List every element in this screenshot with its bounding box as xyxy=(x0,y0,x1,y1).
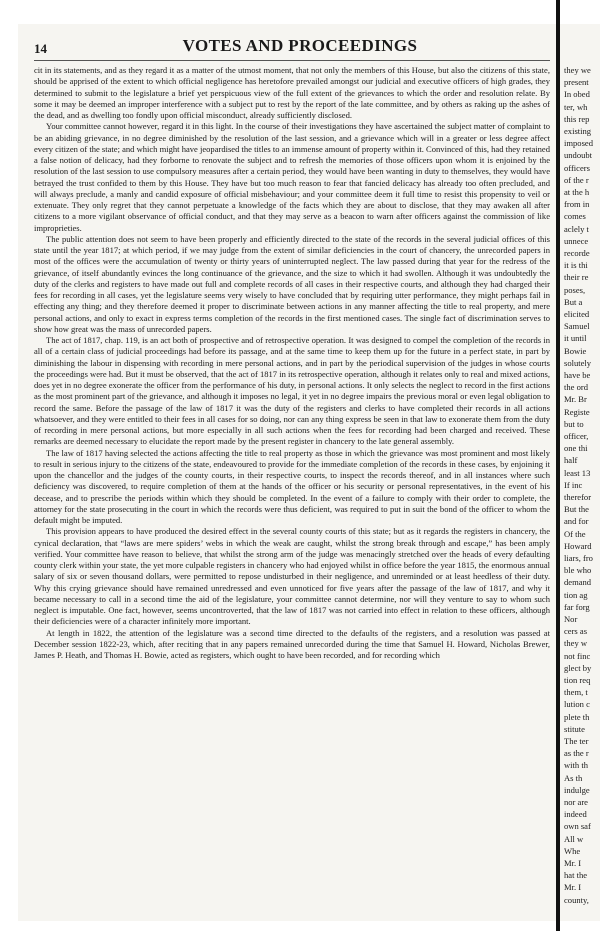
adjacent-page-fragment: demand xyxy=(564,577,592,588)
adjacent-page-fragment: existing xyxy=(564,126,592,136)
adjacent-page-fragment: lution c xyxy=(564,699,590,710)
adjacent-page-fragment: solutely xyxy=(564,357,592,368)
adjacent-page-fragment: one thi xyxy=(564,443,588,454)
adjacent-page-fragment: and for xyxy=(564,516,589,527)
adjacent-page-fragment: half xyxy=(564,455,578,466)
adjacent-page-fragment: at the h xyxy=(564,187,590,197)
adjacent-page-fragment: comes xyxy=(564,211,586,222)
adjacent-page-fragment: The ter xyxy=(564,736,589,746)
adjacent-page-fragment: as the r xyxy=(564,748,589,759)
adjacent-page-fragment: But the xyxy=(564,504,589,515)
adjacent-page-fragment: Howard xyxy=(564,540,592,551)
paragraph: At length in 1822, the attention of the legislature was a second time directed to the defaults of the registers, and a resolution was passed at December session 1822-23, which, after reciting that in any papers remained unrecorded during the time that Samuel H. Howard, Nicholas Brewer, James P. Heath, and Thomas H. Bowie, acted as registers, which ought to have been recorded, and for recording which xyxy=(34,627,550,660)
adjacent-page-fragment: indulge xyxy=(564,784,590,795)
adjacent-page-fragment: Nor xyxy=(564,614,578,624)
adjacent-page-fragment: indeed xyxy=(564,809,587,820)
paragraph: This provision appears to have produced the desired effect in the several county courts of this state; but as it regards the registers in chancery, the cynical declaration, that “laws are mere spiders’ webs in which the weak are caught, whilst the strong break through and escape,” has been amply verified. Your committee have reason to believe, that whilst the strong arm of the judge was menacingly stretched over the heads of every defaulting county clerk within your state, the yet more culpable registers in chancery who had enjoyed whilst in office before the year 1815, the enormous annual salary of six or seven thousand dollars, were permitted to repose undisturbed in their negligence, and unreminded or at least heedless of their duty. Why this crying grievance should have remained unredressed and even unnoticed for five years after the passage of the law of 1817, and why it became necessary to call in a second time the aid of the legislature, your committee cannot determine, nor will they venture to say to whom such neglect is imputable. One fact, however, seems uncontroverted, that the law of 1817 was not carried into effect in relation to these officers, although their deficiencies were of a character infinitely more important. xyxy=(34,526,550,627)
adjacent-page-fragment: As th xyxy=(564,772,583,783)
adjacent-page-fragment: Mr. I xyxy=(564,882,582,893)
adjacent-page-fragment: stitute xyxy=(564,723,585,734)
adjacent-page-fragment: Samuel xyxy=(564,321,590,332)
paragraph: cit in its statements, and as they regard it as a matter of the utmost moment, that not only the members of this House, but also the citizens of this state, should be apprised of the extent to which official negligence has heretofore prevailed amongst our judicial and executive officers of high grades, they determined to submit to the legislature a brief yet perspicuous view of the full extent of the grievances to which the order and resolution relate. By some it may be deemed an improper interference with a subject put to rest by the report of the late committee, and by others as raking up the ashes of the dead, and as dwelling too fondly upon official misconduct, already sufficiently disclosed. xyxy=(34,65,550,120)
adjacent-page-fragment: Mr. Br xyxy=(564,394,587,405)
adjacent-page-fragment: they we xyxy=(564,65,591,75)
adjacent-page-fragment: All w xyxy=(564,833,584,844)
adjacent-page-fragment: tion ag xyxy=(564,589,588,600)
adjacent-page-fragment: not finc xyxy=(564,650,591,661)
adjacent-page-fragment: present xyxy=(564,77,589,88)
adjacent-page-fragment: own saf xyxy=(564,821,591,832)
adjacent-page-fragment: poses, xyxy=(564,284,586,295)
adjacent-page-fragment: But a xyxy=(564,296,583,307)
adjacent-page-fragment: undoubt xyxy=(564,150,593,161)
adjacent-page-fragment: far forg xyxy=(564,601,590,612)
adjacent-page-fragment: officers xyxy=(564,162,590,173)
adjacent-page-fragment: tion req xyxy=(564,675,591,685)
adjacent-page-fragment: Mr. I xyxy=(564,858,582,868)
adjacent-page-fragment: this rep xyxy=(564,113,590,124)
adjacent-page-fragment: county, xyxy=(564,894,589,905)
adjacent-page-fragment: hat the xyxy=(564,870,588,881)
adjacent-page-fragment: least 13 xyxy=(564,467,591,478)
adjacent-page-fragment: cers as xyxy=(564,626,588,637)
adjacent-page-fragment: Whe xyxy=(564,845,581,856)
paragraph: Your committee cannot however, regard it in this light. In the course of their investigations they have ascertained the subject matter of complaint to be an abiding grievance, in no degree diminished by the resolution of the last session, and a grievance which will in a greater or less degree affect every citizen of the state; and which might have jeopardised the titles to an immense amount of property within it. Convinced of this, had they retained a false notion of delicacy, had they forborne to renovate the subject and to refresh the memories of those officers upon whom it is enjoined by the resolution of the last session to use compulsory measures after a certain period, they would have been wanting in duty to themselves, they would have betrayed the trust confided to them by this House. They have but too much reason to fear that fancied delicacy has already too often precluded, and will always preclude, a manly and candid exposure of official misbehaviour; and your committee deem it full time to resist this propensity to veil or extenuate. They only regret that they cannot perpetuate a knowledge of the facts which they are about to disclose, that they may awaken all after citizens to a more vigilant observance of official conduct, and that they may serve as a beacon to warn after officers against the commission of like improprieties. xyxy=(34,121,550,233)
adjacent-page-fragment: have be xyxy=(564,370,591,380)
adjacent-page-fragment: ble who xyxy=(564,565,592,576)
adjacent-page-fragment: glect by xyxy=(564,662,592,673)
adjacent-page-fragment: their re xyxy=(564,272,589,283)
adjacent-page-fragment: ter, wh xyxy=(564,101,588,112)
page-number: 14 xyxy=(34,41,47,56)
body-text xyxy=(34,65,550,661)
adjacent-page-fragment: of the r xyxy=(564,174,589,185)
adjacent-page-fragment: imposed xyxy=(564,138,593,149)
adjacent-page-fragment: plete th xyxy=(564,711,590,722)
adjacent-page-fragment: liars, fro xyxy=(564,553,593,563)
adjacent-page-fragment: Registe xyxy=(564,406,590,417)
adjacent-page-fragment: nor are xyxy=(564,797,588,807)
adjacent-page-fragment: but to xyxy=(564,418,584,429)
adjacent-page-fragment: it until xyxy=(564,333,587,344)
adjacent-page-fragment: aclely t xyxy=(564,223,589,234)
adjacent-page-fragment: In obed xyxy=(564,89,590,100)
adjacent-page-fragment: recorde xyxy=(564,248,590,258)
adjacent-page-fragment: they w xyxy=(564,638,588,649)
header-rule xyxy=(34,60,550,61)
paragraph: The law of 1817 having selected the actions affecting the title to real property as those in which the grievance was most prominent and most likely to result in serious injury to the citizens of the state, endeavoured to provide for the immediate completion of the records in these cases, by enjoining it upon the chancellor and the judges of the county courts, in their respective courts, to inspect the records thereof, and in all instances where such deficiency was discovered, to require completion of them at the hands of the officer or his security or personal representatives, in the event of his decease, and to prescribe the periods within which they should be completed. In the event of a failure to comply with their order to complete, the attorney for the state prosecuting in the court in which the records were thus deficient, was required to put in suit the bond of the officer to whom the default might be imputed. xyxy=(34,447,550,525)
adjacent-page-fragment: from in xyxy=(564,199,590,210)
paragraph: The act of 1817, chap. 119, is an act both of prospective and of retrospective operation. It was designed to compel the completion of the records in all of a certain class of judicial proceedings had before its passage, and at the same time to keep them up for the future in a perfect state, in part by diminishing the labour in dispensing with recording in mere personal actions, and in part by the periodical supervision of the judges in whose courts the proceedings were had. But it must be observed, that the act of 1817 in its retrospective operation, although it relates only to real and mixed actions, does yet in no degree exonerate the officer from the performance of his duty, in personal actions. It only selects the neglect to record in the first actions as the most prominent part of the grievance, and although it imposes no legal, it yet in no degree impairs the previous moral or even legal obligation to record the same. Before the passage of the law of 1817 it was the duty of the registers and clerks to have completed their records in all actions whatsoever, and they were entitled to their fees in all cases for so doing, nor can any thing express be seen in that law to exonerate them from the duty of recording in mere personal actions, but more especially in all such actions when the fees for recording had been charged and received. These remarks are deemed necessary to elucidate the report made by the present register in chancery to the late general assembly. xyxy=(34,335,550,447)
adjacent-page-fragment: Bowie xyxy=(564,345,587,356)
adjacent-page-fragment: it is thi xyxy=(564,260,588,271)
adjacent-page-edge xyxy=(560,24,600,921)
running-head: VOTES AND PROCEEDINGS xyxy=(182,36,418,55)
adjacent-page-fragment: the ord xyxy=(564,382,588,393)
adjacent-page-fragment: them, t xyxy=(564,687,588,698)
paragraph: The public attention does not seem to have been properly and efficiently directed to the state of the records in the several judicial offices of this state until the year 1817; at which period, if we may judge from the extent of similar deficiencies in the court of chancery, the unrecorded papers in most of the offices were the accumulation of twenty or thirty years of uninterrupted neglect. The law passed during that year for the redress of the grievance, of itself abundantly evinces the long continuance of the grievance, and the size to which it had swollen. Although it was undoubtedly the duty of the clerks and registers to have made out full and complete records of all cases in their respective courts, and although they had charged their fees for recording in all cases, yet the legislature seems very wisely to have concluded that by requiring utter performance, they might perhaps fail in effecting any thing; and they therefore deemed it proper to discriminate between actions in any manner affecting the title to real property, and mere personal actions, and only to exact in express terms completion of the records in the first mentioned cases. The single fact of discrimination serves to show how great was the mass of unrecorded papers. xyxy=(34,233,550,334)
adjacent-page-fragment: Of the xyxy=(564,528,586,539)
adjacent-page-fragment: officer, xyxy=(564,431,589,441)
adjacent-page-fragment: If inc xyxy=(564,479,583,490)
adjacent-page-fragment: therefor xyxy=(564,492,592,502)
adjacent-page-fragment: with th xyxy=(564,760,588,771)
adjacent-page-fragment: elicited xyxy=(564,309,590,319)
adjacent-page-fragment: unnece xyxy=(564,235,589,246)
